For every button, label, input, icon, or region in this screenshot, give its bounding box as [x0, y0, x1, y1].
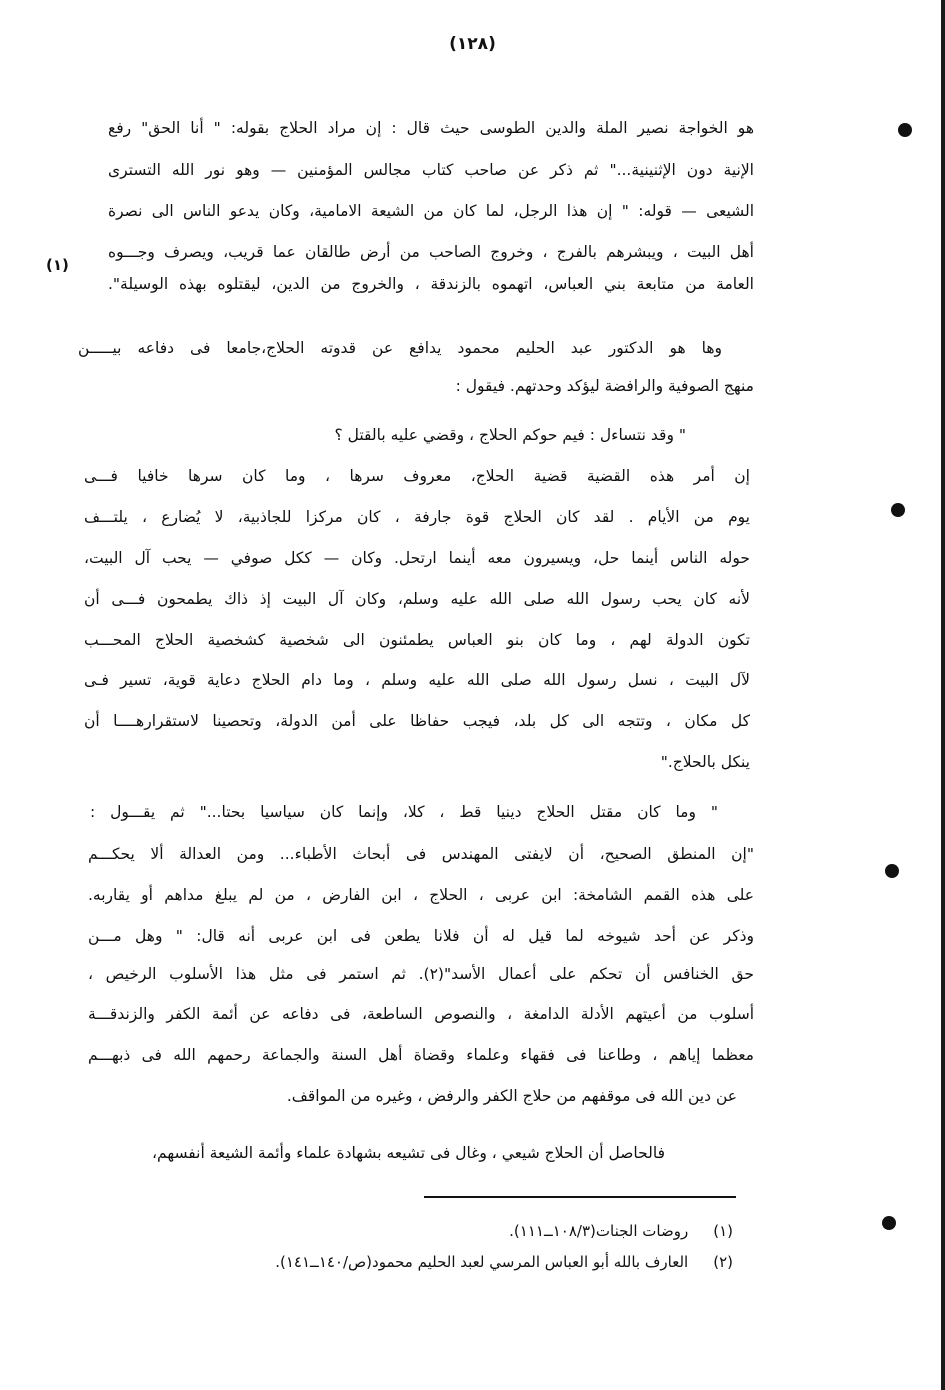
footnote-1 [509, 1220, 733, 1242]
quote-line-7: لآل البيت ، نسل رسول الله صلى الله عليه وسلم ، وما دام الحلاج دعاية قوية، تسير فـى [84, 671, 750, 689]
quote-line-1: " وقد نتساءل : فيم حوكم الحلاج ، وقضي عليه بالقتل ؟ [334, 426, 686, 444]
quote-line-9: ينكل بالحلاج." [660, 753, 750, 771]
quote-line-2: إن أمر هذه القضية قضية الحلاج، معروف سرها ، وما كان سرها خافيا فـــى [84, 467, 750, 485]
p3-line-3: على هذه القمم الشامخة: ابن عربى ، الحلاج ، ابن الفارض ، من لم يبلغ مداهم أو يقاربه. [88, 886, 754, 904]
p4-line-1: فالحاصل أن الحلاج شيعي ، وغال فى تشيعه بشهادة علماء وأئمة الشيعة أنفسهم، [152, 1144, 665, 1162]
footnote-1-text: روضات الجنات(١٠٨/٣ــ١١١). [509, 1222, 689, 1240]
quote-line-5: لأنه كان يحب رسول الله صلى الله عليه وسلم، وكان آل البيت إذ ذاك يطمحون فـــى أن [84, 590, 750, 608]
p3-line-2: "إن المنطق الصحيح، أن لايفتى المهندس فى أبحاث الأطباء... ومن العدالة ألا يحكـــم [88, 845, 754, 863]
p2-line-2: منهج الصوفية والرافضة ليؤكد وحدتهم. فيقول : [455, 377, 754, 395]
p3-line-4: وذكر عن أحد شيوخه لما قيل له أن فلانا يطعن فى ابن عربى أنه قال: " وهل مـــن [88, 927, 754, 945]
p3-line-5: حق الخنافس أن تحكم على أعمال الأسد"(٢). ثم استمر فى مثل هذا الأسلوب الرخيص ، [88, 965, 754, 983]
quote-line-8: كل مكان ، وتتجه الى كل بلد، فيجب حفاظا على أمن الدولة، وتحصينا لاستقرارهــــا أن [84, 712, 750, 730]
footnote-2 [275, 1251, 733, 1273]
p3-line-1: " وما كان مقتل الحلاج دينيا قط ، كلا، وإنما كان سياسيا بحتا..." ثم يقـــول : [90, 803, 718, 821]
p1-line-4: أهل البيت ، ويبشرهم بالفرج ، وخروج الصاحب من أرض طالقان عما قريب، ويصرف وجـــوه [108, 243, 754, 261]
p1-line-5: العامة من متابعة بني العباس، اتهموه بالزندقة ، والخروج من الدين، ليقتلوه بهذه الوسيلة". [108, 275, 754, 293]
quote-line-4: حوله الناس أينما حل، ويسيرون معه أينما ارتحل. وكان — ككل صوفي — يحب آل البيت، [84, 549, 750, 567]
page-edge [941, 0, 945, 1390]
p3-line-6: أسلوب من أعيتهم الأدلة الدامغة ، والنصوص الساطعة، فى دفاعه عن أئمة الكفر والزندقـــة [88, 1005, 754, 1023]
punch-hole-4 [882, 1216, 896, 1230]
p2-line-1: وها هو الدكتور عبد الحليم محمود يدافع عن قدوته الحلاج،جامعا فى دفاعه بيـــــن [78, 339, 722, 357]
p3-line-7: معظما إياهم ، وطاعنا فى فقهاء وعلماء وقضاة أهل السنة والجماعة رحمهم الله فى ذبهـــم [88, 1046, 754, 1064]
footnote-1-number: (١) [713, 1222, 733, 1240]
quote-line-6: تكون الدولة لهم ، وما كان بنو العباس يطمئنون الى شخصية كشخصية الحلاج المحـــب [84, 631, 750, 649]
punch-hole-1 [898, 123, 912, 137]
p1-line-1: هو الخواجة نصير الملة والدين الطوسى حيث قال : إن مراد الحلاج بقوله: " أنا الحق" رفع [108, 119, 754, 137]
punch-hole-2 [891, 503, 905, 517]
quote-line-3: يوم من الأيام . لقد كان الحلاج قوة جارفة ، كان مركزا للجاذبية، لا يُضارع ، يلتـــف [84, 508, 750, 526]
p1-line-2: الإنية دون الإثنينية..." ثم ذكر عن صاحب كتاب مجالس المؤمنين — وهو نور الله التسترى [108, 161, 754, 179]
p3-line-8: عن دين الله فى موقفهم من حلاج الكفر والرفض ، وغيره من المواقف. [286, 1087, 737, 1105]
footnote-marker-1: (١) [46, 256, 69, 274]
punch-hole-3 [885, 864, 899, 878]
footnote-2-text: العارف بالله أبو العباس المرسي لعبد الحليم محمود(ص/١٤٠ــ١٤١). [275, 1253, 689, 1271]
footnote-2-number: (٢) [713, 1253, 733, 1271]
footnote-separator [424, 1196, 736, 1198]
page-number: (١٢٨) [449, 34, 496, 54]
p1-line-3: الشيعى — قوله: " إن هذا الرجل، لما كان من الشيعة الامامية، وكان يدعو الناس الى نصرة [108, 202, 754, 220]
